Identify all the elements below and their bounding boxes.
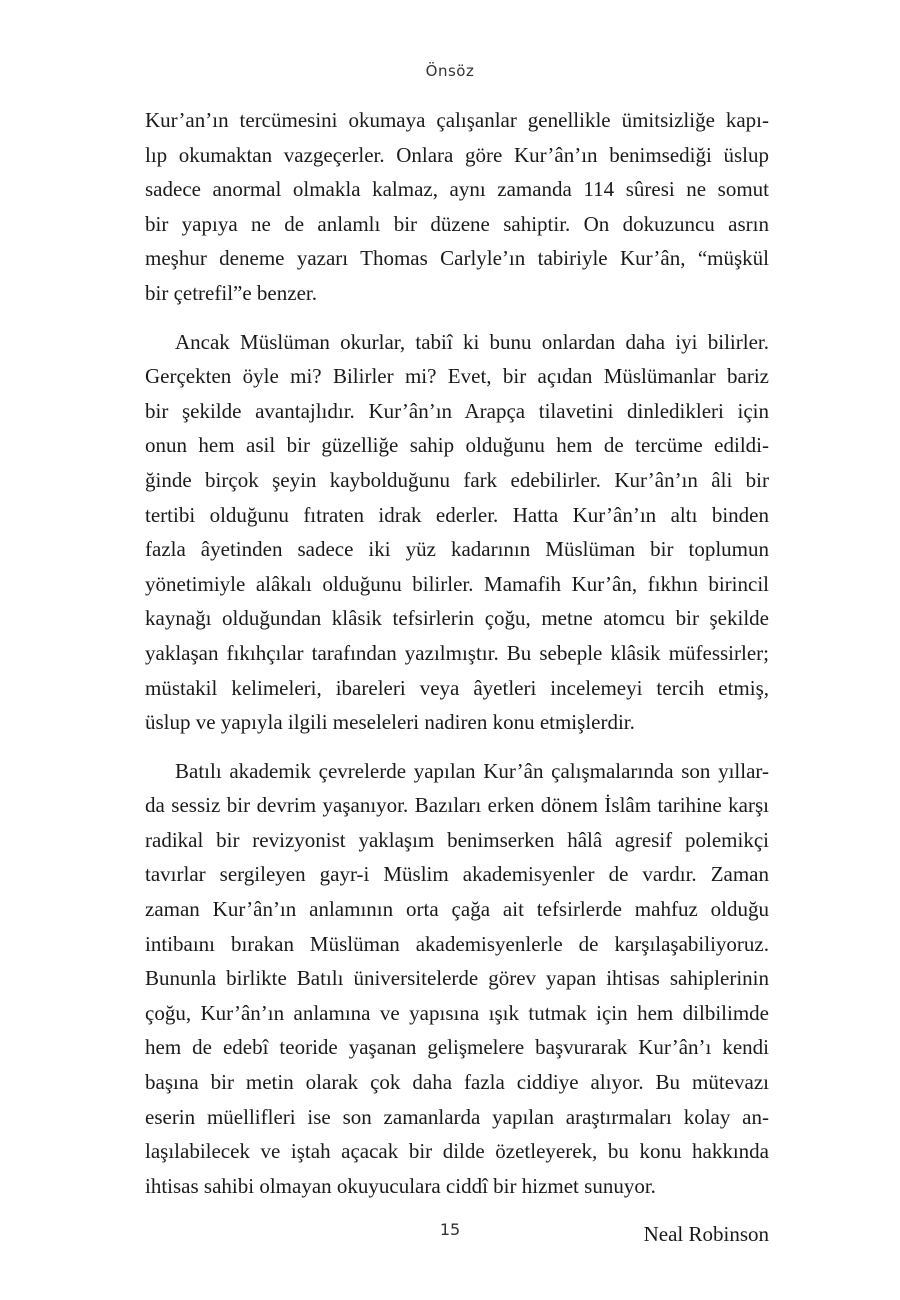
text-line: hem de edebî teoride yaşanan gelişmelere başvurarak Kur’ân’ı kendi <box>145 1035 769 1060</box>
text-line: radikal bir revizyonist yaklaşım benimserken hâlâ agresif polemikçi <box>145 827 769 852</box>
text-line: tavırlar sergileyen gayr-i Müslim akademisyenler de vardır. Zaman <box>145 862 769 887</box>
text-line: bir şekilde avantajlıdır. Kur’ân’ın Arapça tilavetini dinledikleri için <box>145 398 769 423</box>
text-line: başına bir metin olarak çok daha fazla ciddiye alıyor. Bu mütevazı <box>145 1070 769 1095</box>
text-line: eserin müellifleri ise son zamanlarda yapılan araştırmaları kolay an- <box>145 1104 769 1129</box>
text-line: bir yapıya ne de anlamlı bir düzene sahiptir. On dokuzuncu asrın <box>145 211 769 236</box>
author-signature: Neal Robinson <box>643 1222 769 1247</box>
paragraph-3 <box>145 754 769 1204</box>
text-line: tertibi olduğunu fıtraten idrak ederler. Hatta Kur’ân’ın altı binden <box>145 502 769 527</box>
text-line: üslup ve yapıyla ilgili meseleleri nadiren konu etmişlerdir. <box>145 710 635 735</box>
text-line: ihtisas sahibi olmayan okuyuculara ciddî bir hizmet sunuyor. <box>145 1173 656 1198</box>
text-line: zaman Kur’ân’ın anlamının orta çağa ait tefsirlerde mahfuz olduğu <box>145 897 769 922</box>
text-line: Bununla birlikte Batılı üniversitelerde görev yapan ihtisas sahiplerinin <box>145 966 769 991</box>
paragraph-1 <box>145 103 769 311</box>
text-line: yaklaşan fıkıhçılar tarafından yazılmıştır. Bu sebeple klâsik müfessirler; <box>145 640 769 665</box>
text-line: Batılı akademik çevrelerde yapılan Kur’ân çalışmalarında son yıllar- <box>175 758 769 783</box>
page-number: 15 <box>439 1220 461 1239</box>
paragraph-2 <box>145 325 769 740</box>
text-line: çoğu, Kur’ân’ın anlamına ve yapısına ışık tutmak için hem dilbilimde <box>145 1000 769 1025</box>
text-line: Kur’an’ın tercümesini okumaya çalışanlar genellikle ümitsizliğe kapı- <box>145 108 769 132</box>
text-line: Ancak Müslüman okurlar, tabiî ki bunu onlardan daha iyi bilirler. <box>175 329 769 354</box>
text-line: onun hem asil bir güzelliğe sahip olduğunu hem de tercüme edildi- <box>145 433 769 458</box>
text-line: bir çetrefil”e benzer. <box>145 280 317 305</box>
text-line: meşhur deneme yazarı Thomas Carlyle’ın tabiriyle Kur’ân, “müşkül <box>145 246 769 271</box>
text-line: sadece anormal olmakla kalmaz, aynı zamanda 114 sûresi ne somut <box>145 177 769 202</box>
running-head: Önsöz <box>425 62 475 80</box>
text-line: fazla âyetinden sadece iki yüz kadarının Müslüman bir toplumun <box>145 537 769 562</box>
text-line: Gerçekten öyle mi? Bilirler mi? Evet, bir açıdan Müslümanlar bariz <box>145 364 769 389</box>
body-text <box>145 103 769 1252</box>
text-line: laşılabilecek ve iştah açacak bir dilde özetleyerek, bu konu hakkında <box>145 1139 769 1164</box>
text-line: lıp okumaktan vazgeçerler. Onlara göre Kur’ân’ın benimsediği üslup <box>145 142 769 167</box>
text-line: intibaını bırakan Müslüman akademisyenlerle de karşılaşabiliyoruz. <box>145 931 769 956</box>
text-line: yönetimiyle alâkalı olduğunu bilirler. Mamafih Kur’ân, fıkhın birincil <box>145 571 769 596</box>
text-line: da sessiz bir devrim yaşanıyor. Bazıları erken dönem İslâm tarihine karşı <box>145 793 769 818</box>
text-line: kaynağı olduğundan klâsik tefsirlerin çoğu, metne atomcu bir şekilde <box>145 606 769 631</box>
text-line: ğinde birçok şeyin kaybolduğunu fark edebilirler. Kur’ân’ın âli bir <box>145 467 769 492</box>
text-line: müstakil kelimeleri, ibareleri veya âyetleri incelemeyi tercih etmiş, <box>145 675 769 700</box>
